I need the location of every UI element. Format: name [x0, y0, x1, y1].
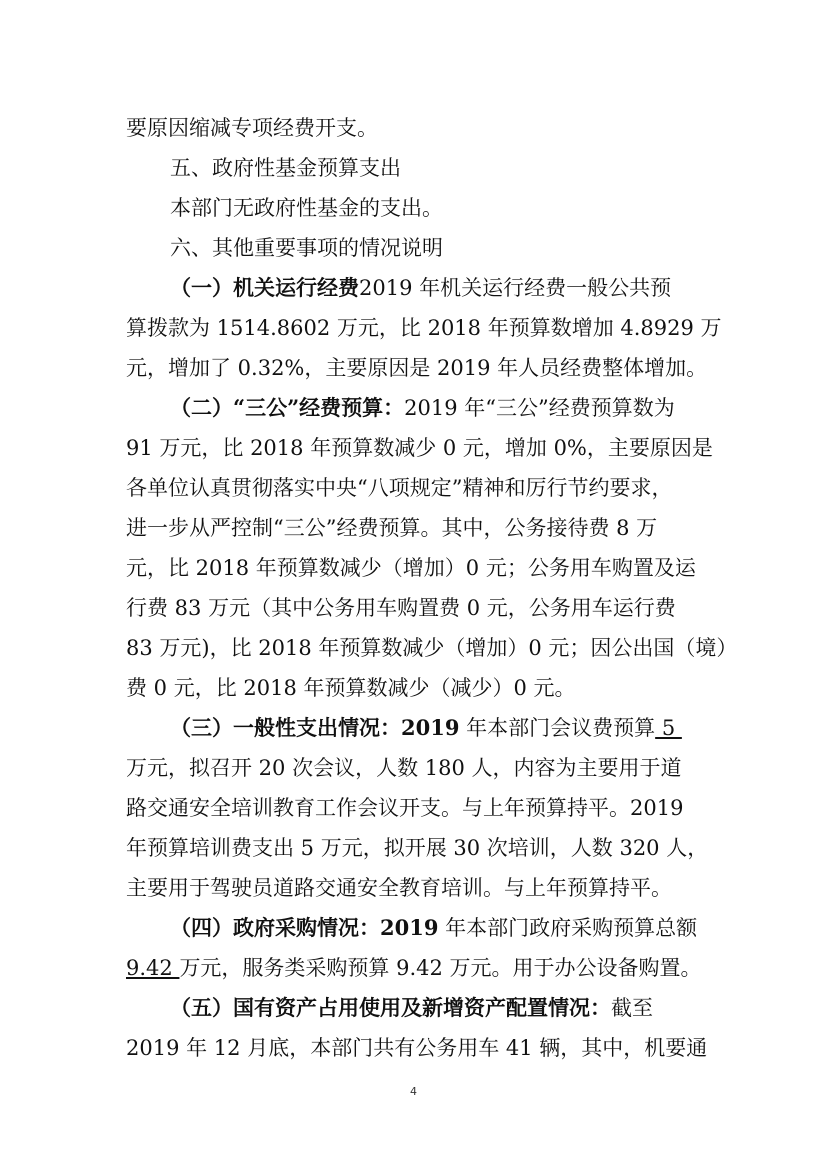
paragraph-line: 各单位认真贯彻落实中央“八项规定”精神和厉行节约要求，	[126, 476, 673, 500]
section-heading-5: 五、政府性基金预算支出	[170, 156, 401, 180]
subsection-title-3: （三）一般性支出情况：	[170, 715, 401, 740]
subsection-title-2: （二）“三公”经费预算：	[170, 395, 405, 420]
subsection-title-1: （一）机关运行经费	[170, 275, 359, 300]
section-heading-6: 六、其他重要事项的情况说明	[170, 236, 443, 260]
paragraph-line: 进一步从严控制“三公”经费预算。其中，公务接待费 8 万	[126, 516, 658, 540]
paragraph-line: 年预算培训费支出 5 万元，拟开展 30 次培训，人数 320 人，	[126, 836, 709, 860]
paragraph-text: 年本部门政府采购预算总额	[438, 916, 698, 940]
paragraph-text: 截至	[611, 996, 653, 1020]
paragraph-line: 算拨款为 1514.8602 万元，比 2018 年预算数增加 4.8929 万	[126, 316, 722, 340]
procurement-amount: 9.42	[126, 956, 180, 980]
paragraph-line: 主要用于驾驶员道路交通安全教育培训。与上年预算持平。	[126, 876, 672, 900]
paragraph-continuation: 要原因缩减专项经费开支。	[126, 116, 378, 140]
paragraph-line: 2019 年 12 月底，本部门共有公务用车 41 辆，其中，机要通	[126, 1036, 708, 1060]
paragraph-line: 万元，拟召开 20 次会议，人数 180 人，内容为主要用于道	[126, 756, 682, 780]
meeting-budget-amount: 5	[655, 716, 682, 740]
paragraph-line: 91 万元，比 2018 年预算数减少 0 元，增加 0%，主要原因是	[126, 436, 713, 460]
paragraph-line: 元，比 2018 年预算数减少（增加）0 元；公务用车购置及运	[126, 556, 696, 580]
paragraph-5-line	[170, 993, 653, 1023]
paragraph-line: 路交通安全培训教育工作会议开支。与上年预算持平。2019	[126, 796, 684, 820]
subsection-title-4: （四）政府采购情况：	[170, 915, 380, 940]
paragraph-3-line	[170, 713, 682, 743]
paragraph-text: 2019 年机关运行经费一般公共预	[359, 276, 672, 300]
paragraph-text: 2019 年“三公”经费预算数为	[404, 396, 675, 420]
paragraph-5: 本部门无政府性基金的支出。	[170, 196, 443, 220]
paragraph-line: 83 万元)，比 2018 年预算数减少（增加）0 元；因公出国（境）	[126, 636, 738, 660]
paragraph-text: 年本部门会议费预算	[459, 716, 656, 740]
paragraph-2-line	[170, 393, 675, 423]
paragraph-1-line	[170, 273, 671, 303]
paragraph-line: 元，增加了 0.32%，主要原因是 2019 年人员经费整体增加。	[126, 356, 708, 380]
subsection-title-5: （五）国有资产占用使用及新增资产配置情况：	[170, 995, 611, 1020]
year-value: 2019	[380, 915, 439, 940]
year-value: 2019	[401, 715, 460, 740]
paragraph-line: 行费 83 万元（其中公务用车购置费 0 元，公务用车运行费	[126, 596, 676, 620]
paragraph-4-line	[170, 913, 697, 943]
paragraph-line	[126, 953, 702, 983]
paragraph-line: 费 0 元，比 2018 年预算数减少（减少）0 元。	[126, 676, 576, 700]
paragraph-text: 万元，服务类采购预算 9.42 万元。用于办公设备购置。	[179, 956, 702, 980]
page-number: 4	[410, 1085, 417, 1098]
